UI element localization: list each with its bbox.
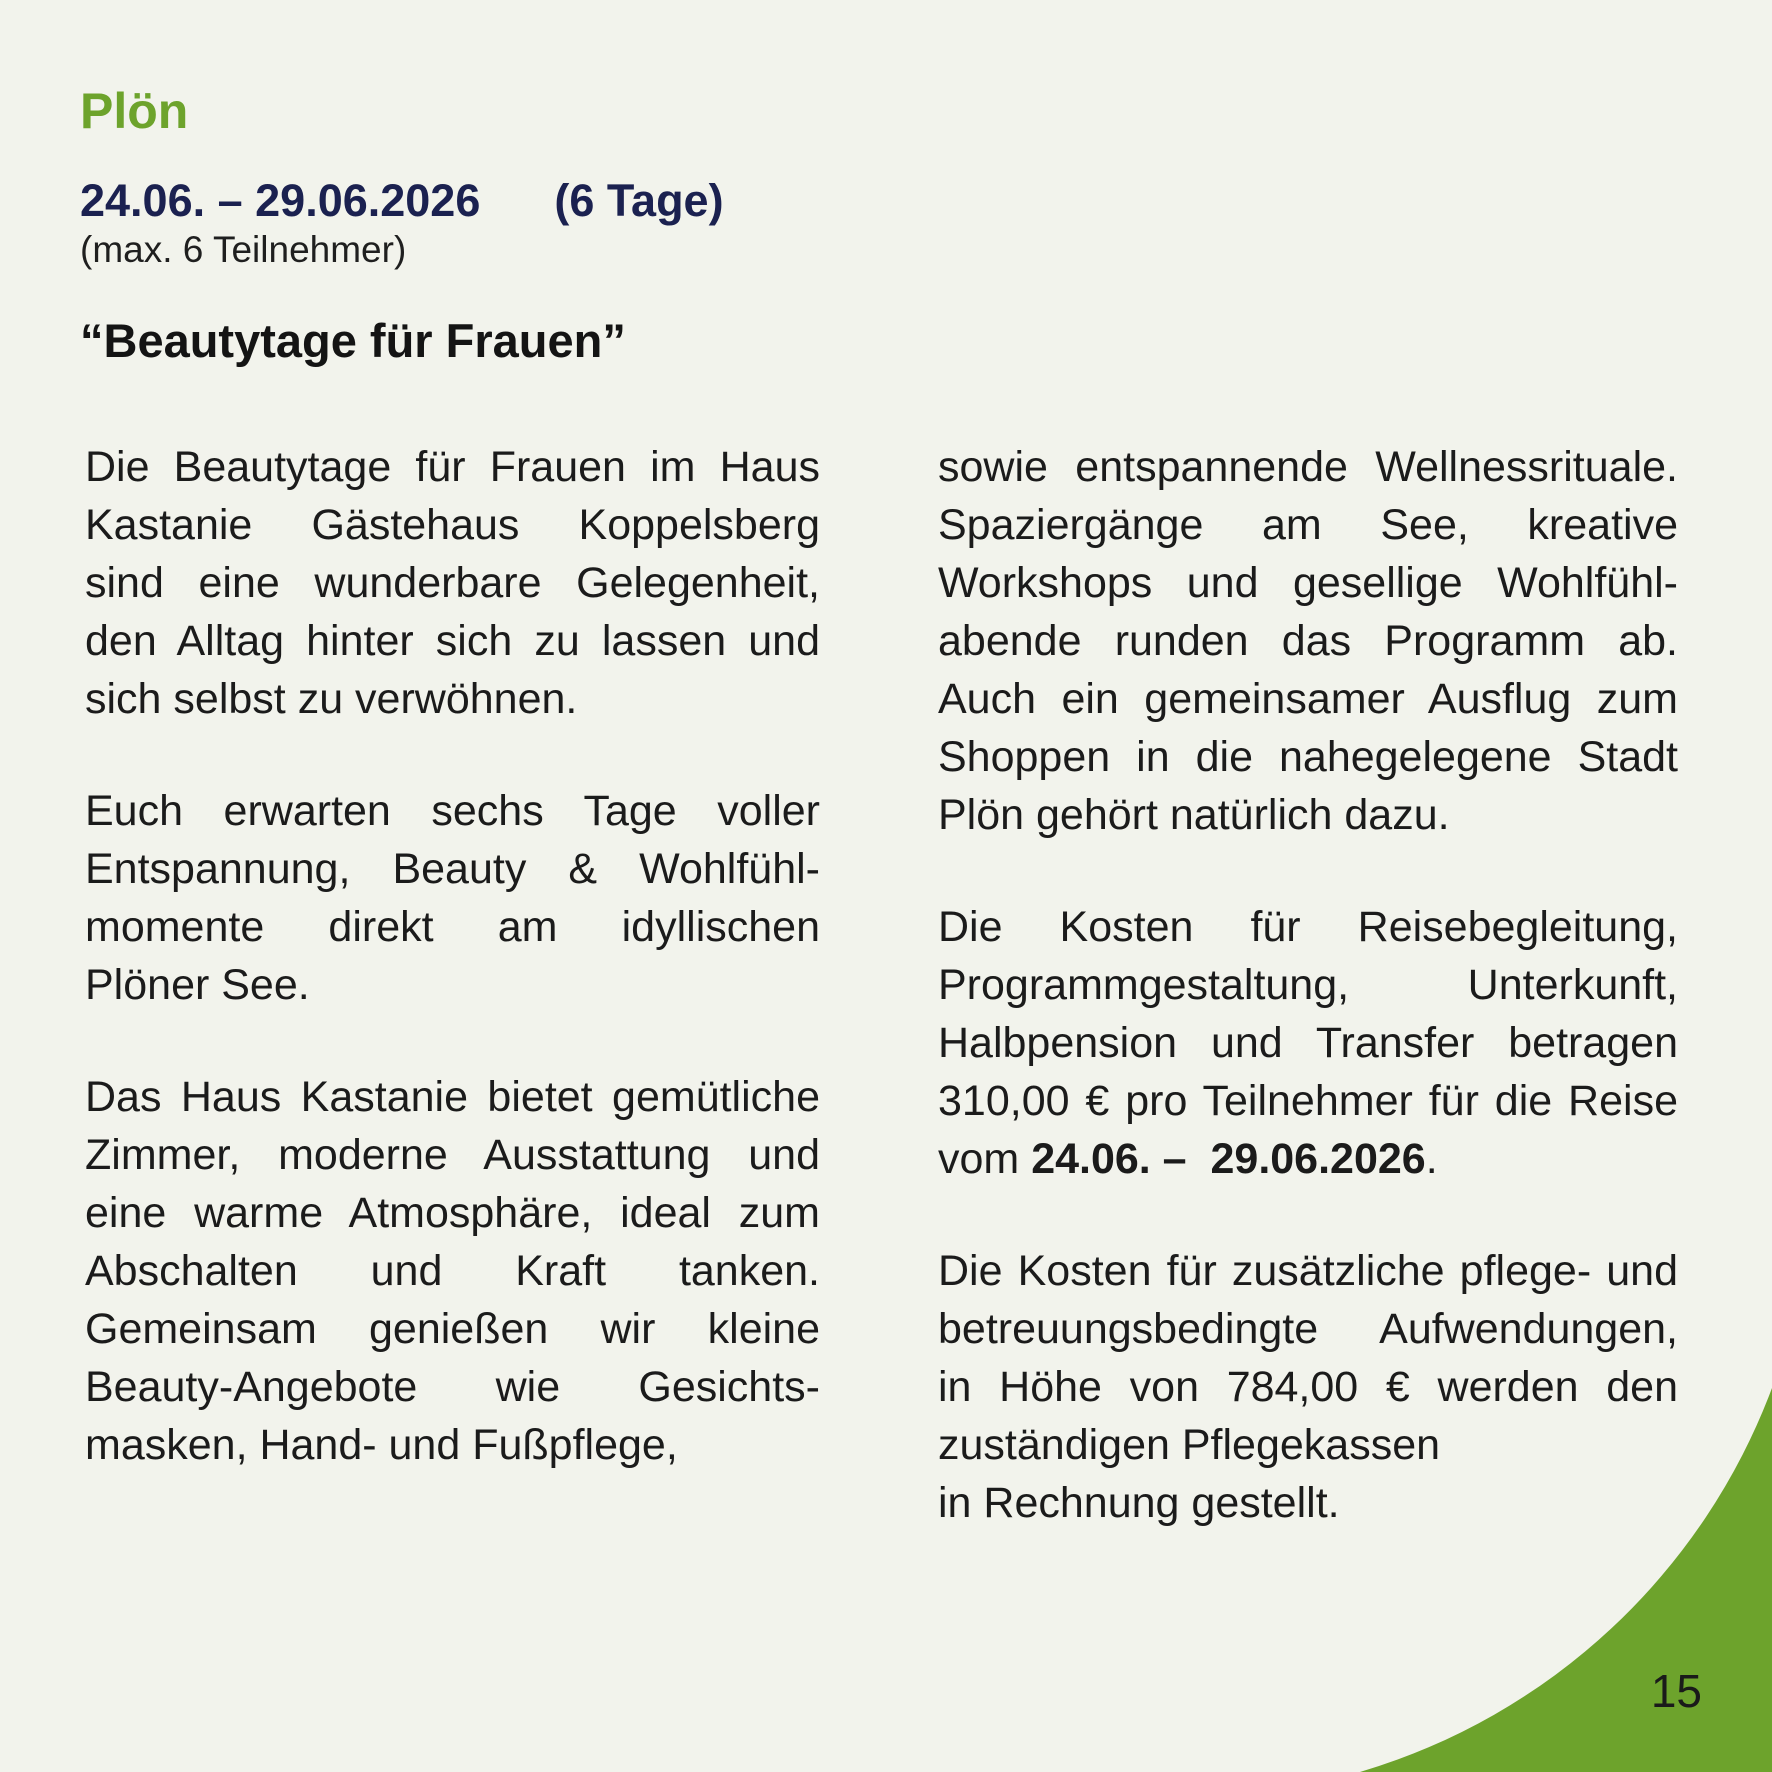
paragraph <box>938 438 1678 844</box>
text-line: momente direkt am idyllischen <box>85 903 820 951</box>
capacity-note: (max. 6 Teilnehmer) <box>80 229 407 270</box>
right-text-column <box>938 438 1678 1532</box>
text-line: Plön gehört natürlich dazu. <box>938 791 1450 839</box>
location-heading: Plön <box>80 83 189 139</box>
text-line: masken, Hand- und Fußpflege, <box>85 1421 678 1469</box>
paragraph <box>938 898 1678 1188</box>
text-line: Gemeinsam genießen wir kleine <box>85 1305 820 1353</box>
text-line: sich selbst zu verwöhnen. <box>85 675 578 723</box>
text-line <box>938 1130 1678 1188</box>
text-line: in Rechnung gestellt. <box>938 1479 1340 1527</box>
text-line: Plöner See. <box>85 961 310 1009</box>
text-line: in Höhe von 784,00 € werden den <box>938 1363 1678 1411</box>
page-number: 15 <box>1650 1665 1702 1717</box>
text-line: 310,00 € pro Teilnehmer für die Reise <box>938 1077 1678 1125</box>
text-line: Workshops und gesellige Wohlfühl- <box>938 559 1678 607</box>
text-line: Die Kosten für zusätzliche pflege- und <box>938 1247 1678 1295</box>
paragraph <box>85 1068 820 1474</box>
text-line: betreuungsbedingte Aufwendungen, <box>938 1305 1678 1353</box>
date-range: 24.06. – 29.06.2026 <box>80 175 481 226</box>
paragraph <box>85 782 820 1014</box>
text-segment: vom <box>938 1135 1032 1183</box>
paragraph <box>85 438 820 728</box>
text-line: Entspannung, Beauty & Wohlfühl- <box>85 845 820 893</box>
text-line: Die Kosten für Reisebegleitung, <box>938 903 1678 951</box>
text-line: Das Haus Kastanie bietet gemütliche <box>85 1073 820 1121</box>
text-line: Kastanie Gästehaus Koppelsberg <box>85 501 820 549</box>
paragraph <box>938 1242 1678 1532</box>
text-line: abende runden das Programm ab. <box>938 617 1678 665</box>
trip-title: “Beautytage für Frauen” <box>80 314 626 367</box>
text-line: sowie entspannende Wellnessrituale. <box>938 443 1678 491</box>
left-text-column <box>85 438 820 1474</box>
text-line: Die Beautytage für Frauen im Haus <box>85 443 820 491</box>
text-line: Programmgestaltung, Unterkunft, <box>938 961 1678 1009</box>
bold-date-text: 24.06. – 29.06.2026 <box>1031 1135 1426 1183</box>
text-line: eine warme Atmosphäre, ideal zum <box>85 1189 820 1237</box>
text-line: Abschalten und Kraft tanken. <box>85 1247 820 1295</box>
text-segment: . <box>1425 1135 1438 1183</box>
text-line: Zimmer, moderne Ausstattung und <box>85 1131 820 1179</box>
text-line: Halbpension und Transfer betragen <box>938 1019 1678 1067</box>
text-line: Beauty-Angebote wie Gesichts- <box>85 1363 820 1411</box>
text-line: Spaziergänge am See, kreative <box>938 501 1678 549</box>
date-line <box>80 176 724 226</box>
text-line: Auch ein gemeinsamer Ausflug zum <box>938 675 1678 723</box>
text-line: den Alltag hinter sich zu lassen und <box>85 617 820 665</box>
text-line: Shoppen in die nahegelegene Stadt <box>938 733 1678 781</box>
duration-label: (6 Tage) <box>554 175 724 226</box>
text-line: Euch erwarten sechs Tage voller <box>85 787 820 835</box>
text-line: sind eine wunderbare Gelegenheit, <box>85 559 820 607</box>
text-line: zuständigen Pflegekassen <box>938 1421 1441 1469</box>
